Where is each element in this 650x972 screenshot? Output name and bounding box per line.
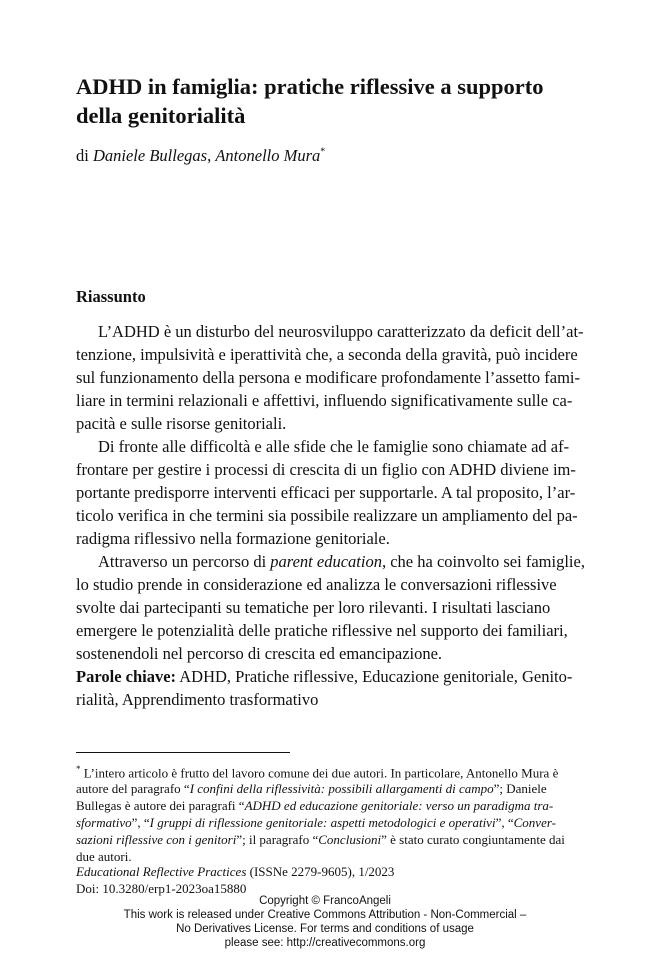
text-run: ”; Daniele [493,781,547,796]
copyright-line: please see: http://creativecommons.org [224,937,426,949]
keywords-text: ADHD, Pratiche riflessive, Educazione genitoriale, Genito- [176,667,573,686]
abstract-line: frontare per gestire i processi di crescita di un figlio con ADHD diviene im- [76,460,576,479]
abstract-line: ticolo verifica in che termini sia possibile realizzare un ampliamento del pa- [76,506,578,525]
text-run: L’intero articolo è frutto del lavoro comune dei due autori. In particolare, Antonello Mura è [80,765,559,781]
text-run-italic: Conver- [513,815,556,830]
abstract-line [98,552,585,572]
text-run-italic: parent education [270,552,382,571]
footnote-line: due autori. [76,849,132,864]
author-name-1: Daniele Bullegas [92,146,208,165]
copyright-line: This work is released under Creative Commons Attribution - Non-Commercial – [123,909,527,921]
title-line-1: ADHD in famiglia: pratiche riflessive a supporto [76,74,544,99]
text-run: ” è stato curato congiuntamente dai [381,832,565,847]
journal-citation [76,864,394,880]
doi: Doi: 10.3280/erp1-2023oa15880 [76,881,247,896]
text-run-italic: I confini della riflessività: possibili allargamenti di campo [189,781,494,796]
article-title [76,72,596,130]
author-footnote-marker: * [320,146,326,158]
abstract-line: liare in termini relazionali e affettivi, influendo significativamente sulle ca- [76,391,573,410]
abstract-line: emergere le potenzialità delle pratiche riflessive nel supporto dei familiari, [76,621,568,640]
text-run: autore del paragrafo “ [76,781,190,796]
keywords-label: Parole chiave: [76,667,177,686]
footnote-line [76,798,553,814]
footnote-line [76,815,556,831]
author-separator: , [207,146,216,165]
text-run-italic: sformativo [76,815,132,830]
text-run: , che ha coinvolto sei famiglie, [381,552,585,571]
title-line-2: della genitorialità [76,103,246,128]
author-name-2: Antonello Mura [215,146,321,165]
text-run: ”, “ [495,815,514,830]
abstract-line: Di fronte alle difficoltà e alle sfide che le famiglie sono chiamate ad af- [98,437,570,456]
keywords-line [76,667,572,687]
abstract-line: L’ADHD è un disturbo del neurosviluppo caratterizzato da deficit dell’at- [98,322,584,341]
text-run-italic: sazioni riflessive con i genitori [76,832,237,847]
journal-issue: (ISSNe 2279-9605), 1/2023 [246,864,395,879]
journal-name: Educational Reflective Practices [76,864,247,879]
abstract-line: lo studio prende in considerazione ed analizza le conversazioni riflessive [76,575,557,594]
author-byline [76,146,325,166]
text-run-italic: Conclusioni [318,832,382,847]
abstract-line: portante predisporre interventi efficaci per supportarle. A tal proposito, l’ar- [76,483,576,502]
abstract-line: sul funzionamento della persona e modificare profondamente l’assetto fami- [76,368,580,387]
abstract-line: pacità e sulle risorse genitoriali. [76,414,287,433]
abstract-line: tenzione, impulsività e iperattività che, a seconda della gravità, può incidere [76,345,578,364]
text-run-italic: ADHD ed educazione genitoriale: verso un paradigma tra- [244,798,554,813]
copyright-line: No Derivatives License. For terms and conditions of usage [176,923,474,935]
text-run: Bullegas è autore dei paragrafi “ [76,798,245,813]
footnote-line [76,781,547,797]
footnote-divider [76,752,290,753]
text-run: Attraverso un percorso di [98,552,271,571]
byline-prefix: di [76,146,93,165]
footnote-marker: * [76,764,81,774]
abstract-line: sostenendoli nel percorso di crescita ed emancipazione. [76,644,443,663]
abstract-line: radigma riflessivo nella formazione genitoriale. [76,529,390,548]
keywords-line: rialità, Apprendimento trasformativo [76,690,319,709]
abstract-line: svolte dai partecipanti su tematiche per loro rilevanti. I risultati lasciano [76,598,551,617]
text-run-italic: I gruppi di riflessione genitoriale: aspetti metodologici e operativi [149,815,496,830]
copyright-line: Copyright © FrancoAngeli [259,895,391,907]
footnote-line [76,832,565,848]
text-run: ”, “ [131,815,150,830]
text-run: ”; il paragrafo “ [236,832,319,847]
section-heading: Riassunto [76,287,146,306]
footnote-line [76,764,558,781]
